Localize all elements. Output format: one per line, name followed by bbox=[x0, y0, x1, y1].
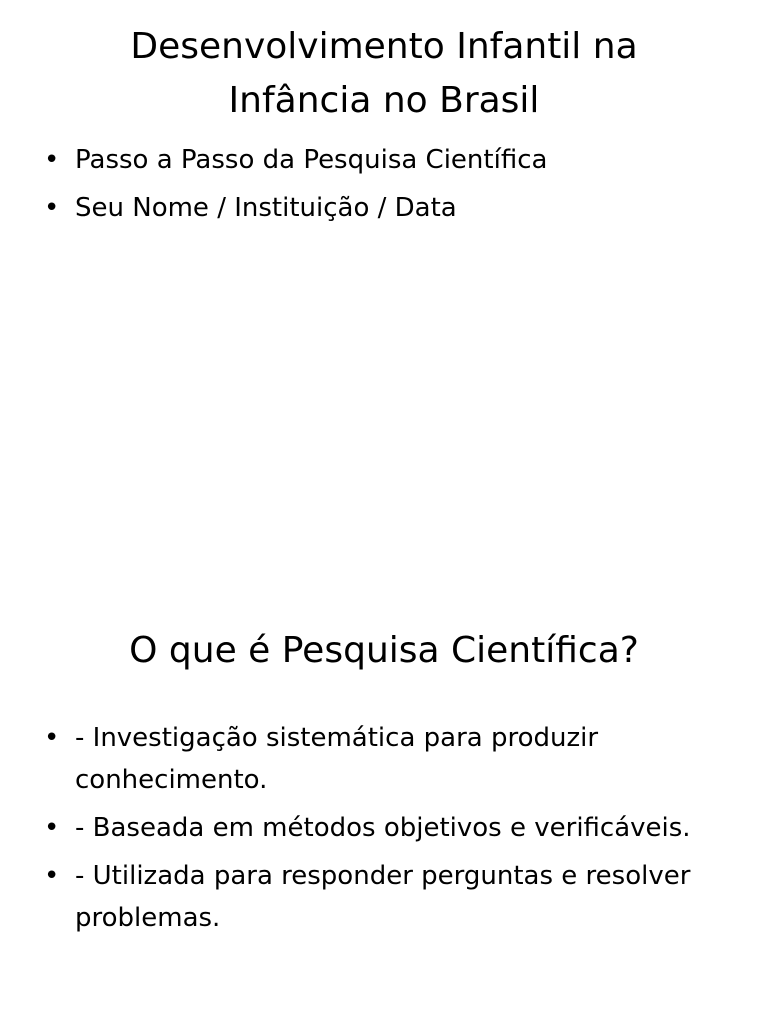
bullet-dot-icon: • bbox=[44, 861, 60, 891]
bullet-dot-icon: • bbox=[44, 193, 60, 223]
bullet-text: Passo a Passo da Pesquisa Científica bbox=[75, 145, 548, 175]
bullet-text: - Baseada em métodos objetivos e verificáveis. bbox=[75, 813, 691, 843]
bullet-item bbox=[44, 717, 734, 801]
bullet-text: - Investigação sistemática para produzir conhecimento. bbox=[75, 723, 599, 795]
slide-2 bbox=[0, 600, 768, 1024]
slide-1-bullet-list bbox=[44, 140, 734, 236]
slide-1-title-line-2: Infância no Brasil bbox=[228, 80, 540, 121]
slide-1-title bbox=[40, 20, 728, 128]
bullet-item bbox=[44, 140, 734, 180]
slide-2-title: O que é Pesquisa Científica? bbox=[129, 630, 639, 671]
bullet-item bbox=[44, 188, 734, 228]
bullet-dot-icon: • bbox=[44, 813, 60, 843]
bullet-dot-icon: • bbox=[44, 145, 60, 175]
bullet-dot-icon: • bbox=[44, 723, 60, 753]
bullet-item bbox=[44, 855, 734, 939]
slide-1-title-line-1: Desenvolvimento Infantil na bbox=[130, 26, 638, 67]
bullet-text: - Utilizada para responder perguntas e resolver problemas. bbox=[75, 861, 691, 933]
bullet-text: Seu Nome / Instituição / Data bbox=[75, 193, 457, 223]
bullet-item bbox=[44, 807, 734, 849]
slide-2-bullet-list bbox=[44, 717, 734, 945]
